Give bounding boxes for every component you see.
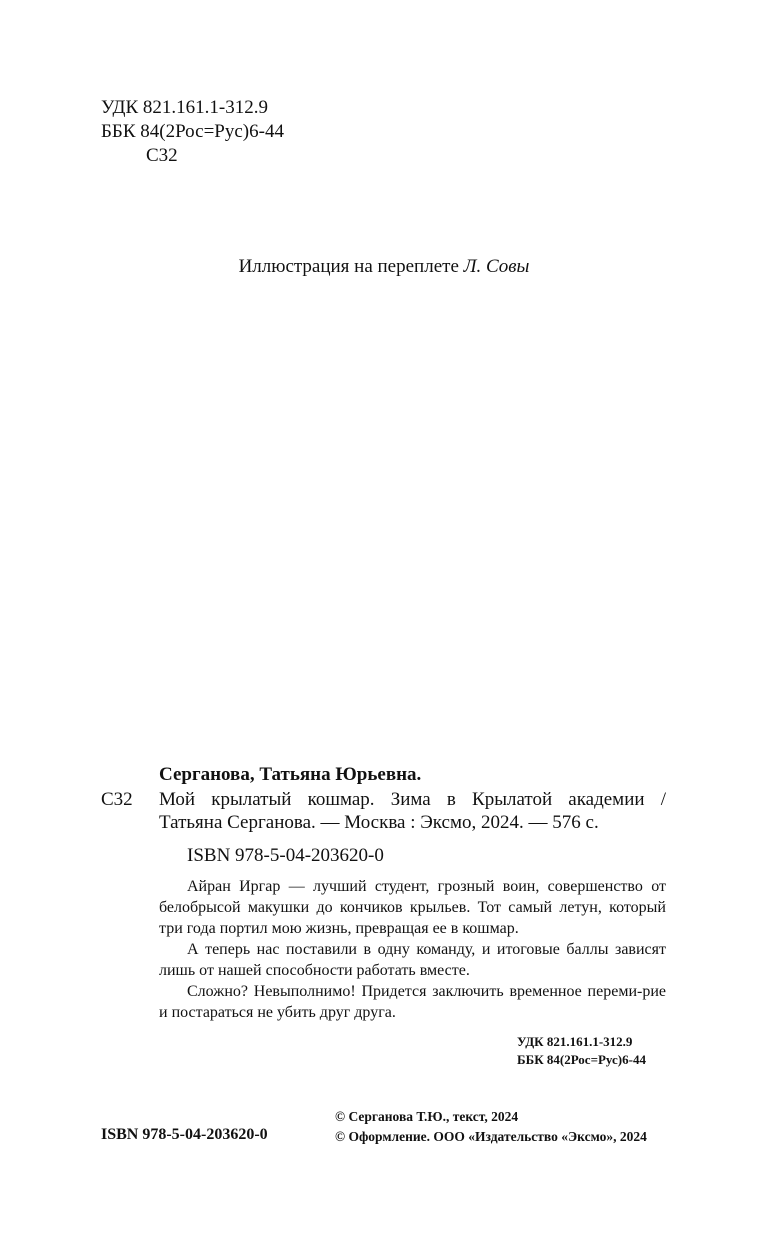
annotation-paragraph-1: Айран Иргар — лучший студент, грозный воин, совершенство от белобрысой макушки до кончиков крыльев. Тот самый летун, который три года портил мою жизнь, превращая ее в кошмар.	[159, 878, 666, 937]
copyright-text: © Серганова Т.Ю., текст, 2024	[335, 1109, 519, 1124]
illustration-credit	[0, 255, 768, 279]
bbk-code-top: ББК 84(2Рос=Рус)6-44	[101, 121, 284, 142]
annotation-paragraph-2: А теперь нас поставили в одну команду, и итоговые баллы зависят лишь от нашей способности работать вместе.	[159, 941, 666, 979]
bbk-code-right: ББК 84(2Рос=Рус)6-44	[517, 1052, 646, 1067]
annotation	[159, 876, 666, 1023]
illustration-prefix: Иллюстрация на переплете	[238, 256, 464, 277]
isbn-main: ISBN 978-5-04-203620-0	[187, 845, 384, 866]
illustration-artist: Л. Совы	[463, 256, 530, 277]
annotation-paragraph-3: Сложно? Невыполнимо! Придется заключить временное переми-рие и постараться не убить друг друга.	[159, 983, 666, 1021]
udk-code-top: УДК 821.161.1-312.9	[101, 97, 268, 118]
author-mark-top: С32	[146, 145, 178, 166]
isbn-footer: ISBN 978-5-04-203620-0	[101, 1126, 268, 1143]
title-line-2: Татьяна Серганова. — Москва : Эксмо, 2024. — 576 с.	[159, 812, 599, 833]
author-heading: Серганова, Татьяна Юрьевна.	[159, 764, 422, 785]
author-mark-side: С32	[101, 789, 133, 810]
copyrights	[335, 1107, 647, 1147]
udk-code-right: УДК 821.161.1-312.9	[517, 1034, 633, 1049]
copyright-design: © Оформление. ООО «Издательство «Эксмо», 2024	[335, 1129, 647, 1144]
title-line-1: Мой крылатый кошмар. Зима в Крылатой академии /	[159, 789, 666, 810]
codes-right	[517, 1033, 646, 1069]
